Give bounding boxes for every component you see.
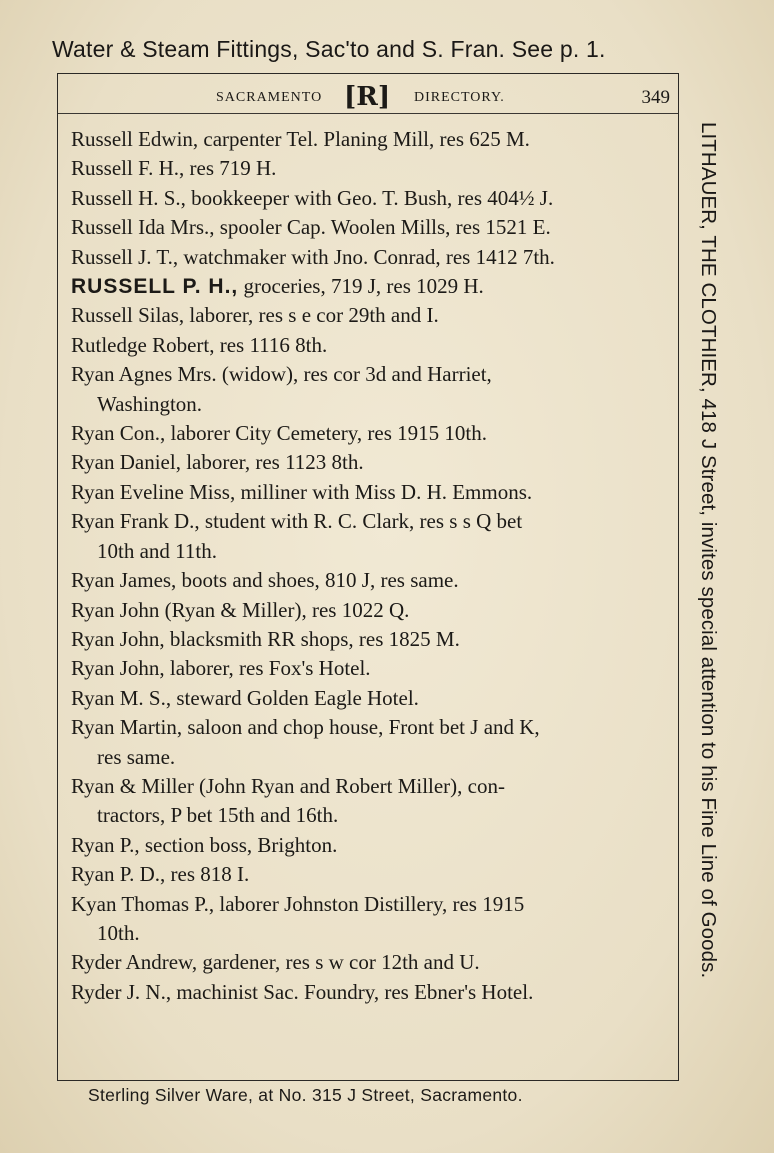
entry-text: Ryan John (Ryan & Miller), res 1022 Q. (71, 597, 410, 622)
bottom-advertisement-banner: Sterling Silver Ware, at No. 315 J Street, Sacramento. (88, 1085, 523, 1105)
directory-entry (71, 184, 675, 213)
entry-text: Ryder Andrew, gardener, res s w cor 12th and U. (71, 950, 480, 975)
side-advertisement-text: LITHAUER, THE CLOTHIER, 418 J Street, invites special attention to his Fine Line of Goods. (697, 122, 720, 979)
directory-entry (71, 772, 675, 831)
entry-text: Ryan John, blacksmith RR shops, res 1825 M. (71, 626, 460, 651)
running-head (58, 82, 678, 110)
directory-entry (71, 125, 675, 154)
entry-text: Russell Edwin, carpenter Tel. Planing Mill, res 625 M. (71, 127, 530, 151)
entry-text: Rutledge Robert, res 1116 8th. (71, 332, 328, 357)
entry-text: Ryan Eveline Miss, milliner with Miss D. H. Emmons. (71, 479, 533, 504)
entry-text: Ryder J. N., machinist Sac. Foundry, res Ebner's Hotel. (71, 979, 534, 1004)
directory-entry (71, 243, 675, 272)
directory-entry (71, 625, 675, 654)
entry-text: Russell Silas, laborer, res s e cor 29th and I. (71, 303, 439, 328)
directory-entry (71, 654, 675, 683)
directory-entry (71, 478, 675, 507)
directory-entry (71, 890, 675, 949)
entry-continuation: 10th and 11th. (97, 538, 217, 563)
entry-text: Russell J. T., watchmaker with Jno. Conrad, res 1412 7th. (71, 244, 555, 269)
entry-text: Ryan John, laborer, res Fox's Hotel. (71, 656, 371, 681)
running-head-left: SACRAMENTO (216, 90, 323, 105)
running-head-right: DIRECTORY. (414, 90, 505, 105)
entry-text: Russell H. S., bookkeeper with Geo. T. Bush, res 404½ J. (71, 185, 554, 210)
entry-continuation: Washington. (97, 391, 203, 416)
entry-text: Ryan Con., laborer City Cemetery, res 1915 10th. (71, 421, 487, 446)
entry-text: Ryan M. S., steward Golden Eagle Hotel. (71, 685, 419, 710)
directory-entry (71, 507, 675, 566)
entry-continuation: tractors, P bet 15th and 16th. (97, 803, 339, 828)
directory-entry (71, 860, 675, 889)
entry-text: Ryan P., section boss, Brighton. (71, 832, 338, 857)
page-number: 349 (641, 87, 670, 108)
entry-continuation: res same. (97, 744, 176, 769)
entry-name: RUSSELL P. H., (71, 275, 239, 299)
entry-continuation: 10th. (97, 920, 140, 945)
directory-entry (71, 596, 675, 625)
entry-text: groceries, 719 J, res 1029 H. (238, 274, 484, 299)
directory-entry (71, 978, 675, 1007)
directory-entry (71, 154, 675, 183)
directory-entry (71, 301, 675, 330)
directory-entry (71, 419, 675, 448)
entry-text: Russell Ida Mrs., spooler Cap. Woolen Mills, res 1521 E. (71, 215, 551, 240)
directory-entry (71, 713, 675, 772)
directory-entries (71, 125, 675, 1007)
entry-text: Ryan Agnes Mrs. (widow), res cor 3d and Harriet, (71, 362, 492, 387)
directory-entry (71, 331, 675, 360)
header-rule (58, 113, 678, 114)
entry-text: Ryan & Miller (John Ryan and Robert Miller), con- (71, 773, 505, 798)
top-advertisement-banner: Water & Steam Fittings, Sac'to and S. Fran. See p. 1. (52, 36, 606, 62)
entry-text: Kyan Thomas P., laborer Johnston Distillery, res 1915 (71, 891, 525, 916)
directory-entry (71, 360, 675, 419)
entry-text: Ryan Martin, saloon and chop house, Front bet J and K, (71, 715, 540, 740)
directory-entry (71, 566, 675, 595)
directory-entry (71, 948, 675, 977)
side-advertisement (694, 122, 724, 1002)
directory-entry (71, 684, 675, 713)
directory-entry (71, 272, 675, 301)
running-head-letter: [R] (344, 82, 391, 112)
entry-text: Ryan Daniel, laborer, res 1123 8th. (71, 450, 364, 475)
entry-text: Russell F. H., res 719 H. (71, 156, 277, 181)
entry-text: Ryan P. D., res 818 I. (71, 862, 250, 887)
directory-entry (71, 213, 675, 242)
directory-entry (71, 831, 675, 860)
directory-entry (71, 448, 675, 477)
entry-text: Ryan James, boots and shoes, 810 J, res same. (71, 568, 459, 593)
entry-text: Ryan Frank D., student with R. C. Clark, res s s Q bet (71, 509, 523, 534)
